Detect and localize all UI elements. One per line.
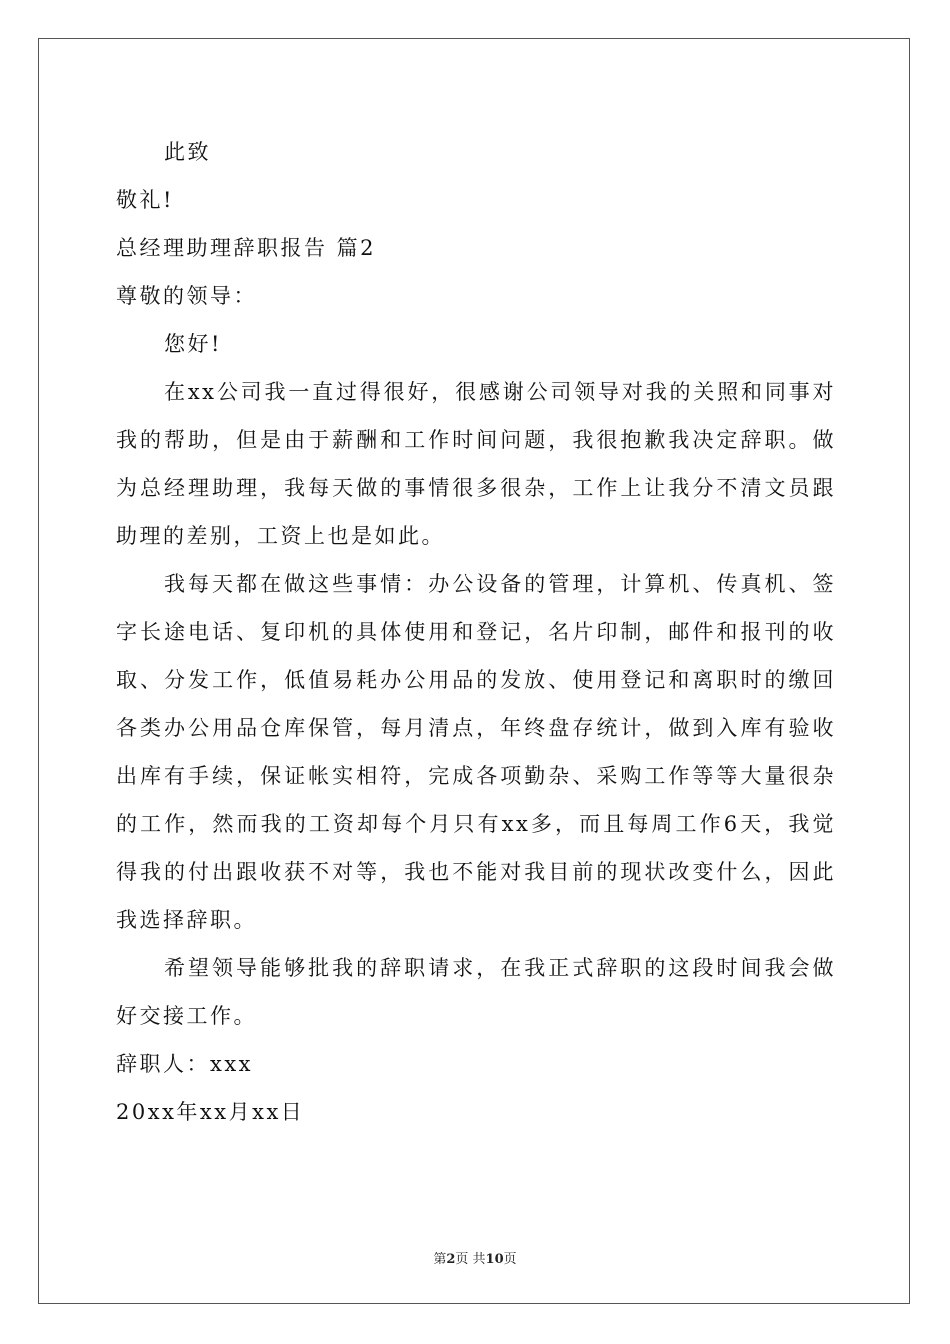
body-paragraph-3: 希望领导能够批我的辞职请求，在我正式辞职的这段时间我会做好交接工作。 (116, 956, 836, 1028)
body-paragraph-1: 在xx公司我一直过得很好，很感谢公司领导对我的关照和同事对我的帮助，但是由于薪酬和工作时间问题，我很抱歉我决定辞职。做为总经理助理，我每天做的事情很多很杂，工作上让我分不清文员跟助理的差别，工资上也是如此。 (116, 380, 836, 548)
signer-line: 辞职人：xxx (116, 1052, 254, 1076)
footer-mid: 页 共 (455, 1252, 486, 1267)
recipient-line: 尊敬的领导： (116, 284, 257, 308)
footer-suffix: 页 (503, 1252, 517, 1267)
section-heading: 总经理助理辞职报告 篇2 (116, 236, 377, 260)
footer-current-page: 2 (446, 1252, 456, 1267)
closing-line: 此致 (164, 140, 211, 164)
document-body (116, 128, 836, 1136)
footer-total-pages: 10 (485, 1252, 504, 1267)
date-line: 20xx年xx月xx日 (116, 1100, 305, 1124)
salute-line: 敬礼! (116, 188, 174, 212)
footer-prefix: 第 (433, 1252, 447, 1267)
body-paragraph-2: 我每天都在做这些事情：办公设备的管理，计算机、传真机、签字长途电话、复印机的具体使用和登记，名片印制，邮件和报刊的收取、分发工作，低值易耗办公用品的发放、使用登记和离职时的缴回各类办公用品仓库保管，每月清点，年终盘存统计，做到入库有验收出库有手续，保证帐实相符，完成各项勤杂、采购工作等等大量很杂的工作，然而我的工资却每个月只有xx多，而且每周工作6天，我觉得我的付出跟收获不对等，我也不能对我目前的现状改变什么，因此我选择辞职。 (116, 572, 836, 932)
greeting-line: 您好! (164, 332, 222, 356)
page-footer (0, 1248, 950, 1267)
